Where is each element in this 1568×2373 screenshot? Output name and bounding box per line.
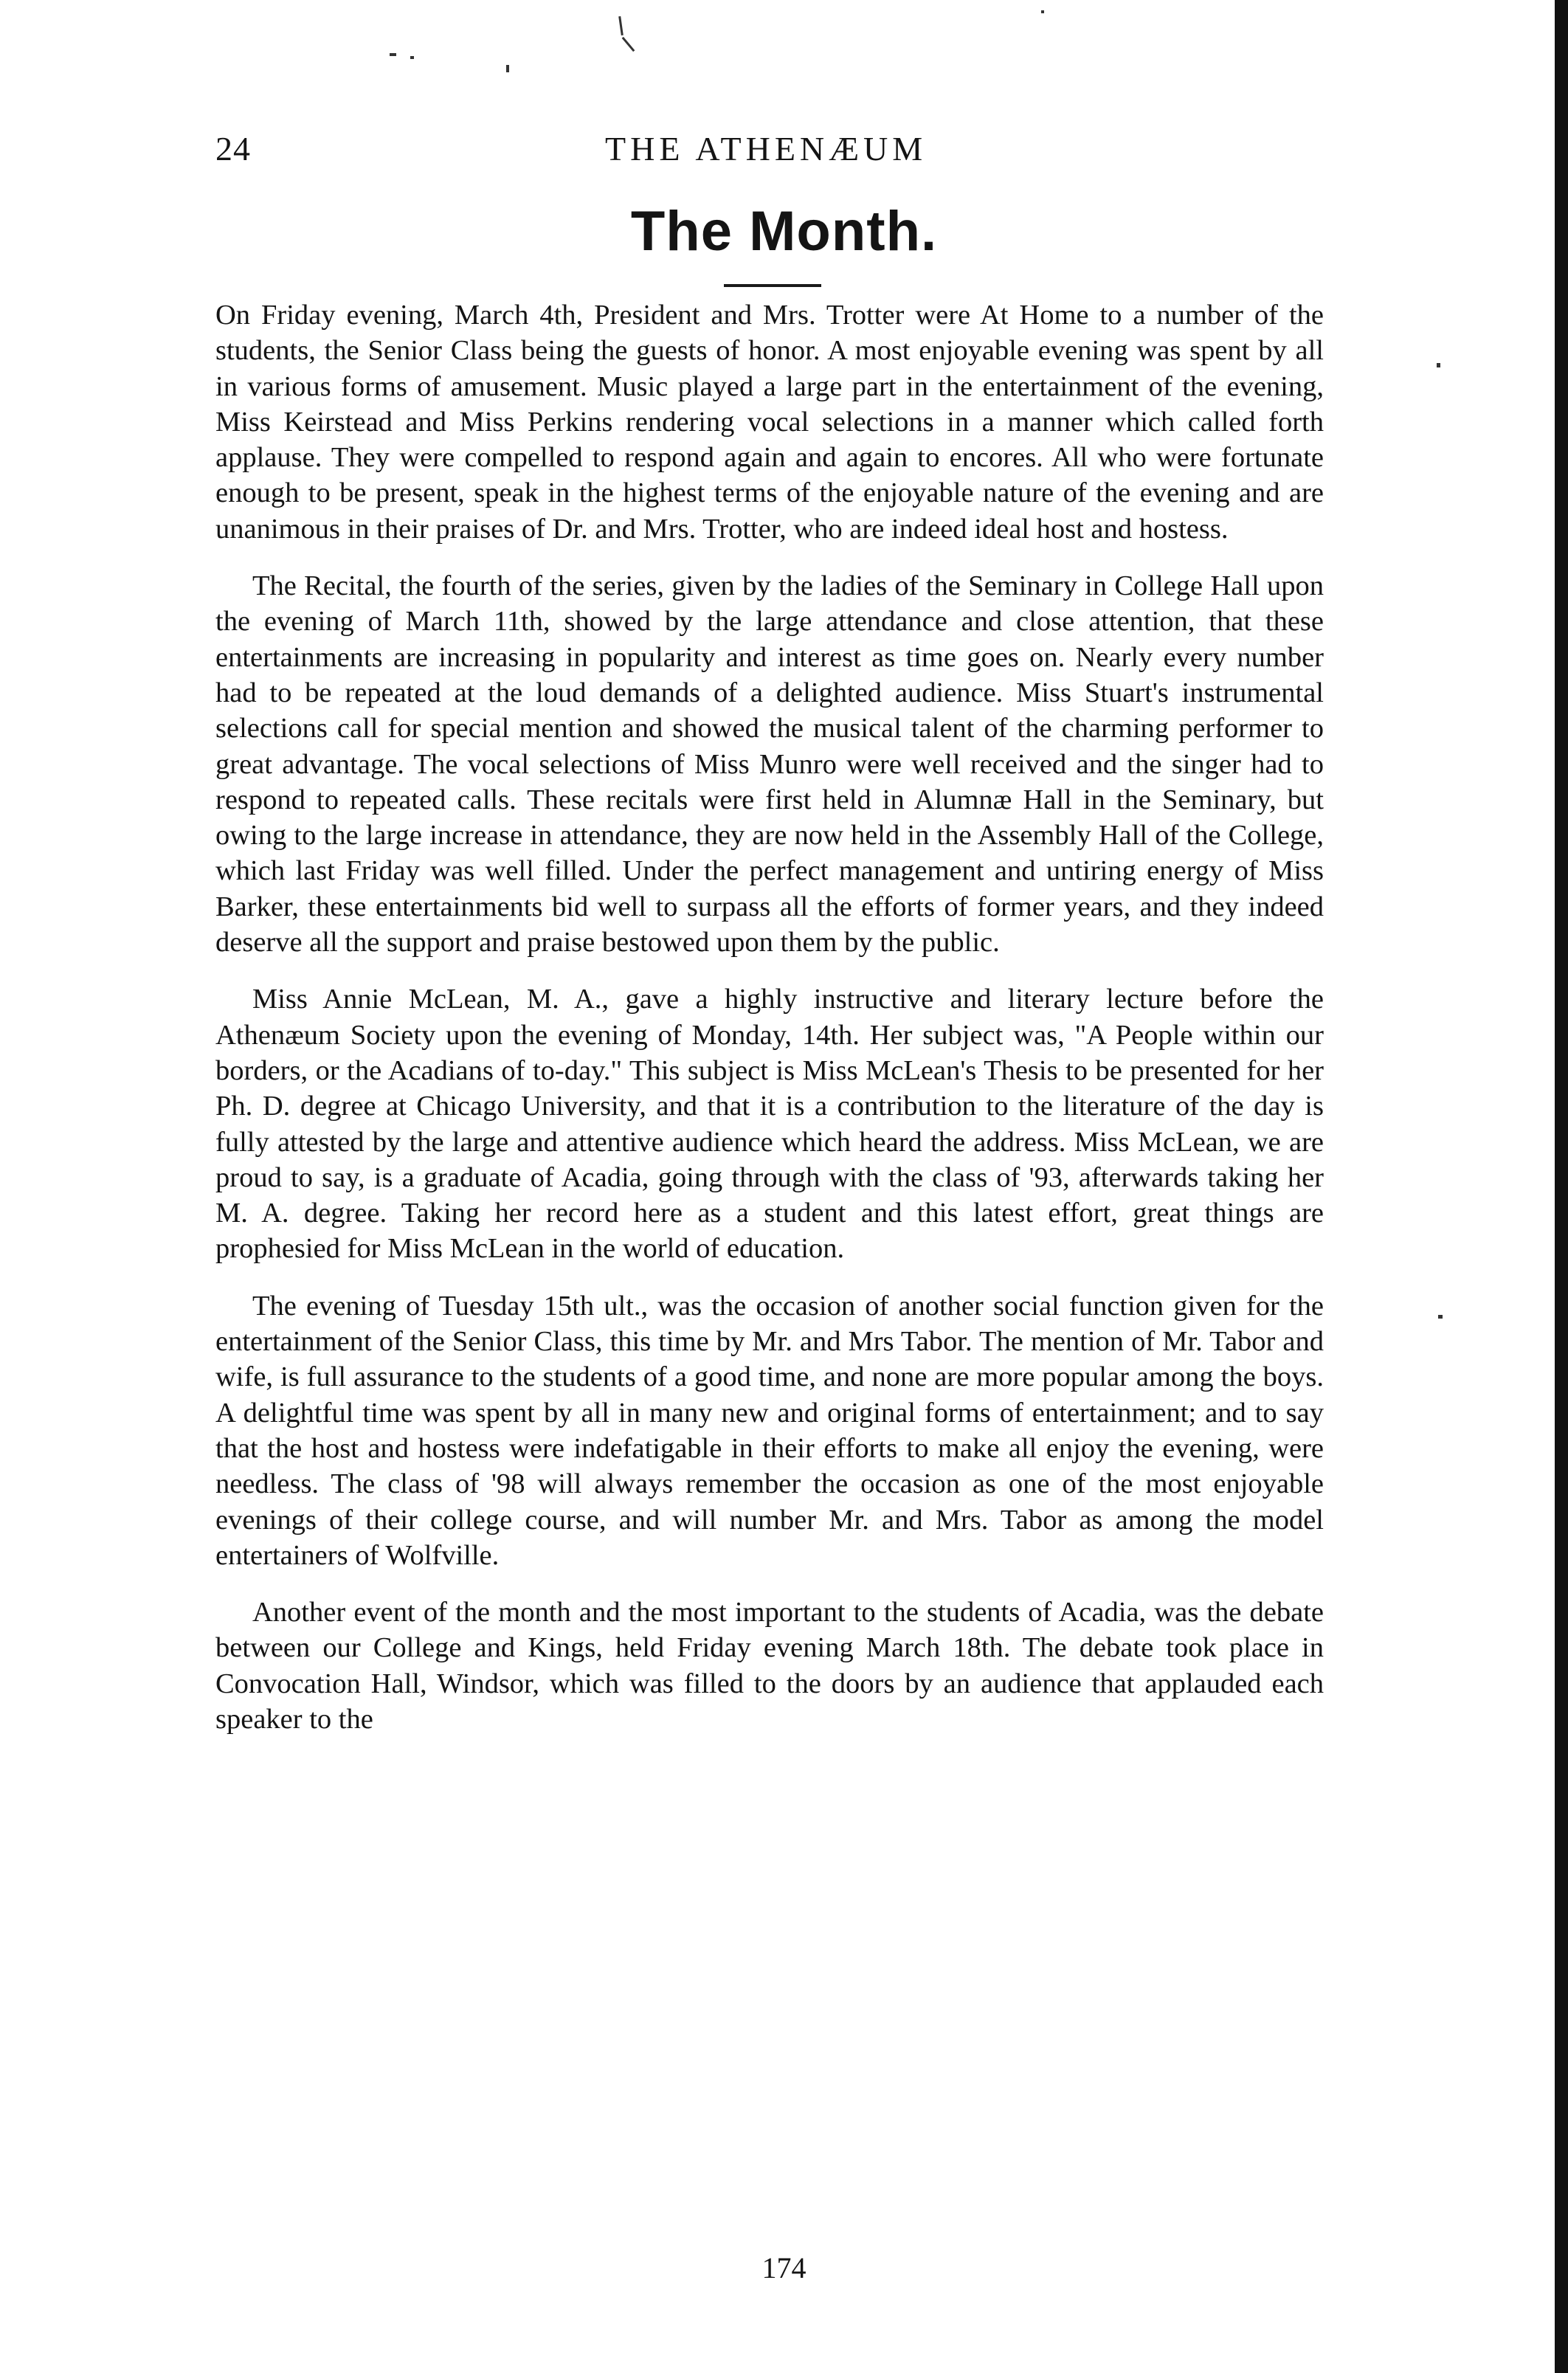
scan-speck (410, 56, 414, 59)
scan-speck (506, 65, 509, 72)
scan-speck (1041, 10, 1044, 13)
scan-speck (622, 37, 635, 52)
paragraph-tabor-function: The evening of Tuesday 15th ult., was the occasion of another social function given for the entertainment of the Senior Class, this time by Mr. and Mrs Tabor. The mention of Mr. Tabor and wife, is full assurance to the students of a good time, and none are more popular among the boys. A delightful time was spent by all in many new and original forms of entertainment; and to say that the host and hostess were indefatigable in their efforts to make all enjoy the evening, were needless. The class of '98 will always remember the occasion as one of the most enjoyable evenings of their college course, and will number Mr. and Mrs. Tabor as among the model entertainers of Wolfville. (215, 1290, 1324, 1571)
section-title: The Month. (630, 200, 938, 263)
scan-speck (618, 16, 624, 35)
page-number: 24 (215, 130, 251, 167)
scan-speck (1437, 363, 1440, 367)
scan-edge-shadow (1555, 0, 1568, 2373)
scan-speck (1438, 1315, 1443, 1319)
paragraph-lecture: Miss Annie McLean, M. A., gave a highly instructive and literary lecture before the Athenæum Society upon the evening of Monday, 14th. Her subject was, "A People within our borders, or the Acadians of to-day." This subject is Miss McLean's Thesis to be presented for her Ph. D. degree at Chicago University, and that it is a contribution to the literature of the day is fully attested by the large and attentive audience which heard the address. Miss McLean, we are proud to say, is a graduate of Acadia, going through with the class of '93, afterwards taking her M. A. degree. Taking her record here as a student and this latest effort, great things are prophesied for Miss McLean in the world of education. (215, 984, 1324, 1265)
article-body (215, 297, 1324, 1737)
running-head: THE ATHENÆUM (605, 130, 928, 167)
title-rule (724, 284, 821, 287)
paragraph-at-home: On Friday evening, March 4th, President and Mrs. Trotter were At Home to a number of the students, the Senior Class being the guests of honor. A most enjoyable evening was spent by all in various forms of amusement. Music played a large part in the entertainment of the evening, Miss Keirstead and Miss Perkins rendering vocal selections in a manner which called forth applause. They were compelled to respond again and again to encores. All who were fortunate enough to be present, speak in the highest terms of the enjoyable nature of the evening and are unanimous in their praises of Dr. and Mrs. Trotter, who are indeed ideal host and hostess. (215, 300, 1324, 545)
scan-speck (390, 53, 396, 56)
paragraph-debate: Another event of the month and the most important to the students of Acadia, was the debate between our College and Kings, held Friday evening March 18th. The debate took place in Convocation Hall, Windsor, which was filled to the doors by an audience that applauded each speaker to the (215, 1597, 1324, 1735)
paragraph-recital: The Recital, the fourth of the series, given by the ladies of the Seminary in College Hall upon the evening of March 11th, showed by the large attendance and close attention, that these entertainments are increasing in popularity and interest as time goes on. Nearly every number had to be repeated at the loud demands of a delighted audience. Miss Stuart's instrumental selections call for special mention and showed the musical talent of the charming performer to great advantage. The vocal selections of Miss Munro were well received and the singer had to respond to repeated calls. These recitals were first held in Alumnæ Hall in the Seminary, but owing to the large increase in attendance, they are now held in the Assembly Hall of the College, which last Friday was well filled. Under the perfect management and untiring energy of Miss Barker, these entertainments bid well to surpass all the efforts of former years, and they indeed deserve all the support and praise bestowed upon them by the public. (215, 570, 1324, 958)
folio-number: 174 (761, 2251, 807, 2284)
